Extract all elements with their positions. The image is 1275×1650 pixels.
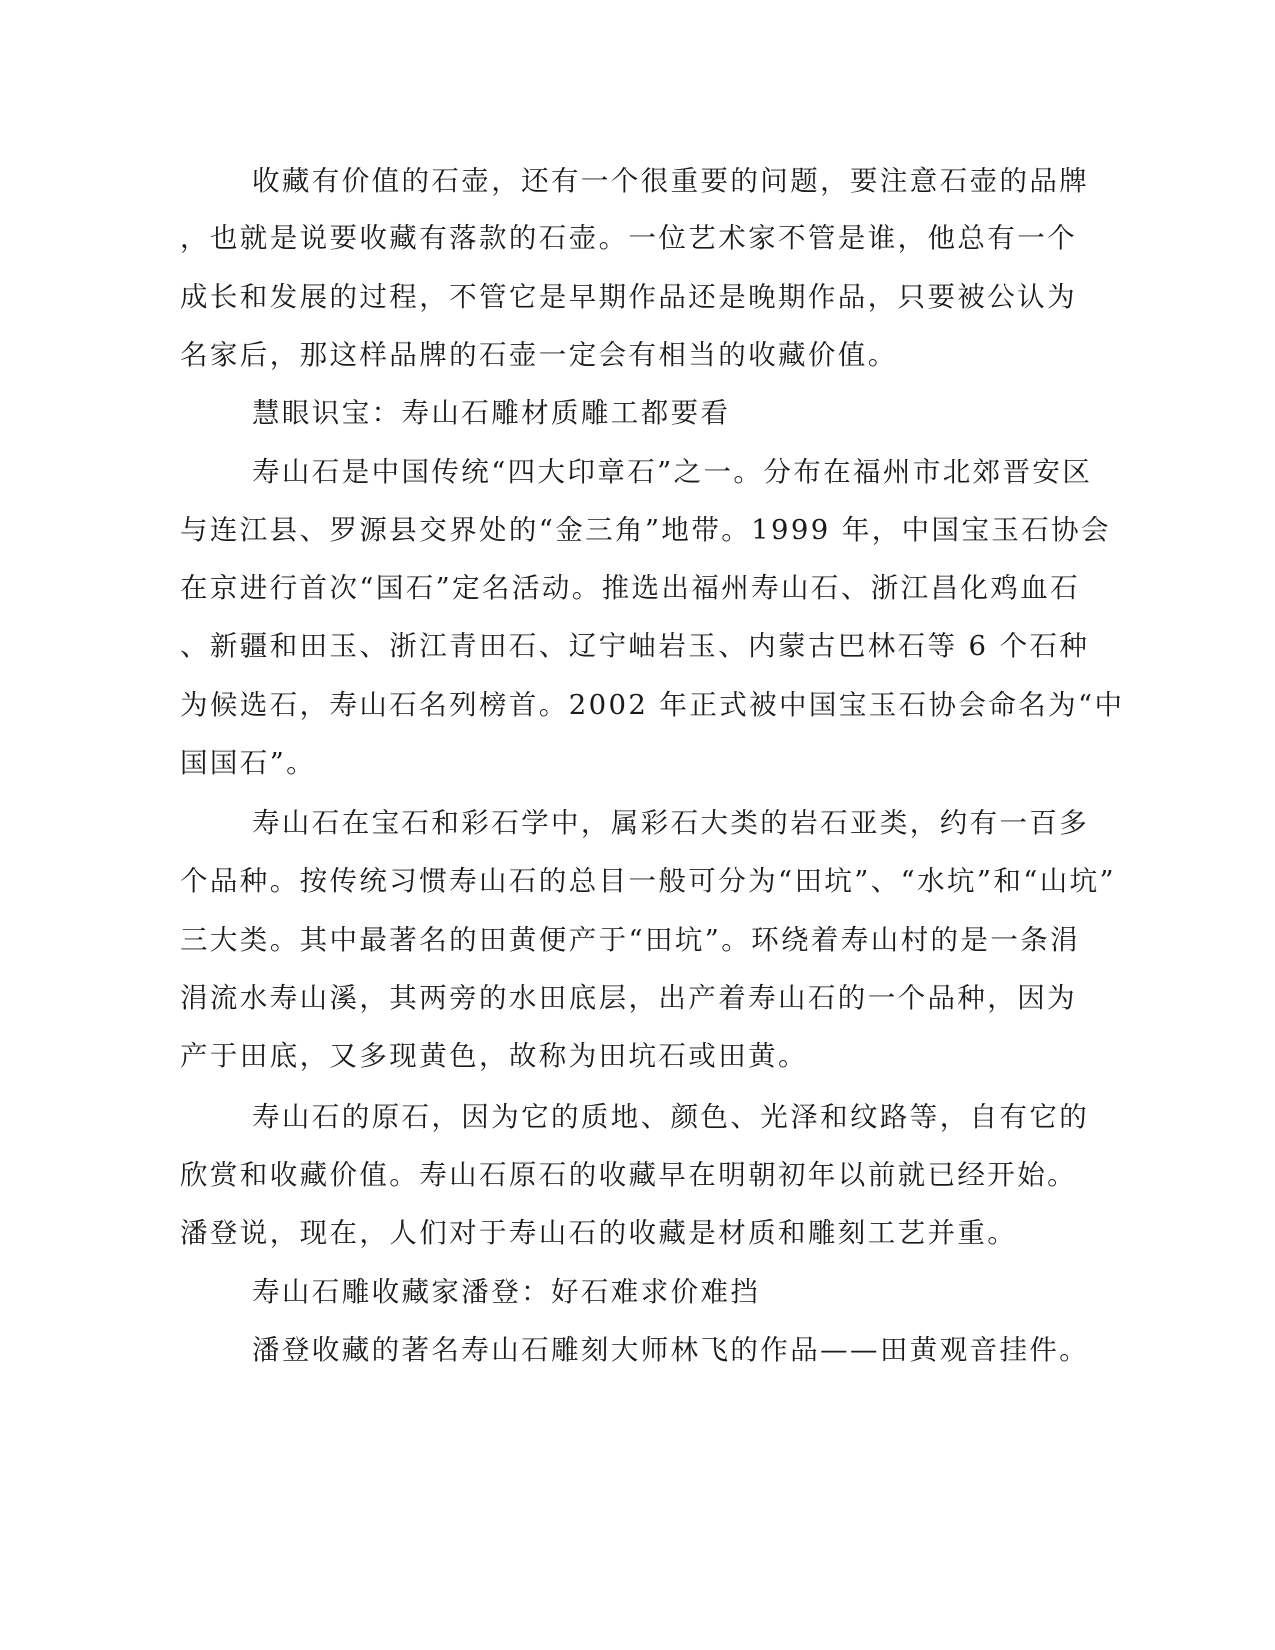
text-line: 寿山石是中国传统“四大印章石”之一。分布在福州市北郊晋安区 <box>252 456 1093 488</box>
text-line: 潘登说，现在，人们对于寿山石的收藏是材质和雕刻工艺并重。 <box>180 1217 1018 1249</box>
text-line: 三大类。其中最著名的田黄便产于“田坑”。环绕着寿山村的是一条涓 <box>180 924 1081 956</box>
text-line: 涓流水寿山溪，其两旁的水田底层，出产着寿山石的一个品种，因为 <box>180 982 1077 1014</box>
text-line: 寿山石在宝石和彩石学中，属彩石大类的岩石亚类，约有一百多 <box>252 807 1090 839</box>
text-line: 为候选石，寿山石名列榜首。2002 年正式被中国宝玉石协会命名为“中 <box>180 689 1125 721</box>
text-line: 收藏有价值的石壶，还有一个很重要的问题，要注意石壶的品牌 <box>252 165 1090 197</box>
section-heading: 慧眼识宝：寿山石雕材质雕工都要看 <box>252 397 731 429</box>
section-heading: 寿山石雕收藏家潘登：好石难求价难挡 <box>252 1276 761 1308</box>
text-line: 在京进行首次“国石”定名活动。推选出福州寿山石、浙江昌化鸡血石 <box>180 572 1081 604</box>
text-line: 国国石”。 <box>180 747 317 779</box>
text-line: 成长和发展的过程，不管它是早期作品还是晚期作品，只要被公认为 <box>180 281 1077 313</box>
text-line: 潘登收藏的著名寿山石雕刻大师林飞的作品——田黄观音挂件。 <box>252 1334 1090 1366</box>
text-line: 欣赏和收藏价值。寿山石原石的收藏早在明朝初年以前就已经开始。 <box>180 1159 1077 1191</box>
text-line: 与连江县、罗源县交界处的“金三角”地带。1999 年，中国宝玉石协会 <box>180 514 1111 546</box>
text-line: ，也就是说要收藏有落款的石壶。一位艺术家不管是谁，他总有一个 <box>180 222 1077 254</box>
text-line: 个品种。按传统习惯寿山石的总目一般可分为“田坑”、“水坑”和“山坑” <box>180 865 1116 897</box>
text-line: 、新疆和田玉、浙江青田石、辽宁岫岩玉、内蒙古巴林石等 6 个石种 <box>180 630 1090 662</box>
text-line: 产于田底，又多现黄色，故称为田坑石或田黄。 <box>180 1040 808 1072</box>
text-line: 名家后，那这样品牌的石壶一定会有相当的收藏价值。 <box>180 339 898 371</box>
text-line: 寿山石的原石，因为它的质地、颜色、光泽和纹路等，自有它的 <box>252 1101 1090 1133</box>
